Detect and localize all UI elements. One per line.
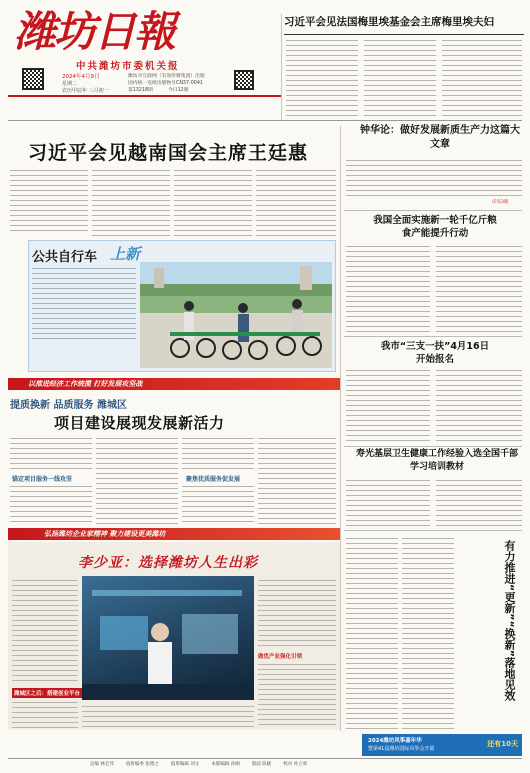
right-rule-1 (344, 210, 522, 211)
photo-feature-title-accent: 上新 (110, 245, 141, 263)
top-article-col-3 (442, 38, 522, 118)
li-col-3b (258, 662, 336, 728)
qr-code-2 (234, 70, 254, 90)
section-headline[interactable]: 项目建设展现发展新活力 (54, 414, 225, 432)
kite-banner-line-1: 2024潍坊风筝嘉年华 (368, 738, 422, 744)
subhead-2[interactable]: 聚焦优质服务促发展 (186, 476, 241, 483)
project-col-2 (96, 436, 178, 526)
top-article-col-2 (364, 38, 436, 118)
footer-credits (90, 761, 307, 767)
project-col-4 (258, 436, 336, 526)
project-col-1 (10, 436, 92, 470)
issue-info-2: 国内统一连续出版物号CN37-0041 (128, 81, 203, 86)
li-photo (82, 576, 254, 700)
entrepreneur-banner: 弘扬潍坊企业家精神 聚力建设更美潍坊 (8, 528, 340, 540)
masthead-rule (8, 95, 281, 97)
photo-feature-title[interactable]: 公共自行车 (32, 250, 98, 265)
footer-item: 校对 孙立勇 (283, 762, 308, 767)
kite-banner-countdown: 还有10天 (487, 740, 518, 748)
footer-rule (8, 758, 522, 759)
shouguang-headline[interactable]: 寿光基层卫生健康工作经验入选全国千部学习培训教材 (355, 449, 518, 472)
issue-weekday: 星期二 (62, 81, 78, 87)
commentary-title[interactable]: 钟华论：做好发展新质生产力这篇大文章 (360, 125, 520, 150)
footer-item: 版面 陈晓 (251, 762, 272, 767)
section-kicker: 提质换新 品质服务 潍城区 (10, 400, 127, 411)
li-col-3 (258, 578, 336, 648)
subhead-1[interactable]: 锚定项目服务一线攻坚 (12, 476, 73, 483)
project-col-1b (10, 484, 92, 524)
column-divider (281, 14, 282, 120)
main-article-col-4 (256, 168, 336, 238)
sanzhiyifu-body-col-1 (346, 368, 430, 442)
grain-body-col-1 (346, 244, 430, 332)
li-photo-drawing (82, 576, 254, 700)
li-col-1 (12, 578, 78, 682)
issue-info-3: 第13218期 (128, 88, 153, 93)
right-rule-2 (344, 336, 522, 337)
right-rule-3 (344, 446, 522, 447)
sanzhiyifu-headline[interactable]: 我市“三支一扶”4月16日开始报名 (380, 341, 490, 365)
footer-item: 值班编委 张德之 (125, 762, 159, 767)
issue-lunar: 农历甲辰年 三月初一 (62, 88, 109, 94)
li-subhead[interactable]: 潍城区之后：搭建创业平台 (12, 688, 82, 698)
right-rule-4 (344, 530, 522, 531)
footer-item: 总编 林宏伟 (90, 762, 114, 767)
qr-code (22, 68, 44, 90)
main-article-col-2 (92, 168, 170, 238)
renewal-body-col-2 (402, 536, 454, 732)
li-col-1b (12, 700, 78, 728)
commentary-more-link[interactable]: 详见3版 (492, 200, 509, 205)
issue-info-1: 潍坊市互联网（有效传媒集团）出版 (128, 74, 205, 79)
top-rule (284, 34, 524, 35)
main-article-col-3 (174, 168, 252, 238)
li-feature-title[interactable]: 李少亚：选择潍坊人生出彩 (78, 555, 258, 571)
kite-banner-line-2: 暨第41届潍坊国际风筝会开幕 (368, 746, 435, 752)
grain-body-col-2 (436, 244, 522, 332)
shouguang-body-col-1 (346, 478, 430, 526)
newspaper-logo: 潍坊日報 (14, 7, 175, 56)
vertical-headline[interactable]: 有力推进“更新”“换新”落地见效 (503, 540, 516, 701)
grain-headline[interactable]: 我国全面实施新一轮千亿斤粮食产能提升行动 (373, 215, 497, 239)
top-headline[interactable]: 习近平会见法国梅里埃基金会主席梅里埃夫妇 (284, 16, 494, 28)
li-col-2b (82, 704, 254, 728)
project-col-3b (182, 484, 254, 526)
kite-festival-banner[interactable] (362, 734, 522, 756)
bikes-photo-drawing (140, 262, 332, 368)
photo-feature-caption (32, 266, 136, 342)
masthead-subtitle: 中共潍坊市委机关报 (76, 61, 180, 72)
main-headline[interactable]: 习近平会见越南国会主席王廷惠 (28, 142, 309, 164)
main-article-col-1 (10, 168, 88, 234)
top-article-col-1 (286, 38, 358, 118)
footer-item: 本版编辑 孙刚 (211, 762, 240, 767)
issue-date: 2024年4月9日 (62, 74, 100, 80)
footer-item: 值班编辑 刘文 (170, 762, 200, 767)
right-column-divider (340, 126, 341, 731)
bikes-photo (140, 262, 332, 368)
main-top-rule (8, 120, 522, 121)
shouguang-body-col-2 (436, 478, 522, 526)
sanzhiyifu-body-col-2 (436, 368, 522, 442)
renewal-body-col-1 (346, 536, 398, 732)
project-col-3 (182, 436, 254, 472)
economy-banner: 以推进经济工作统揽 打好发展攻坚战 (8, 378, 340, 390)
issue-info-4: 今日12版 (168, 88, 189, 93)
commentary-body (346, 158, 522, 198)
subhead-3[interactable]: 做优产业强化引领 (258, 654, 303, 660)
